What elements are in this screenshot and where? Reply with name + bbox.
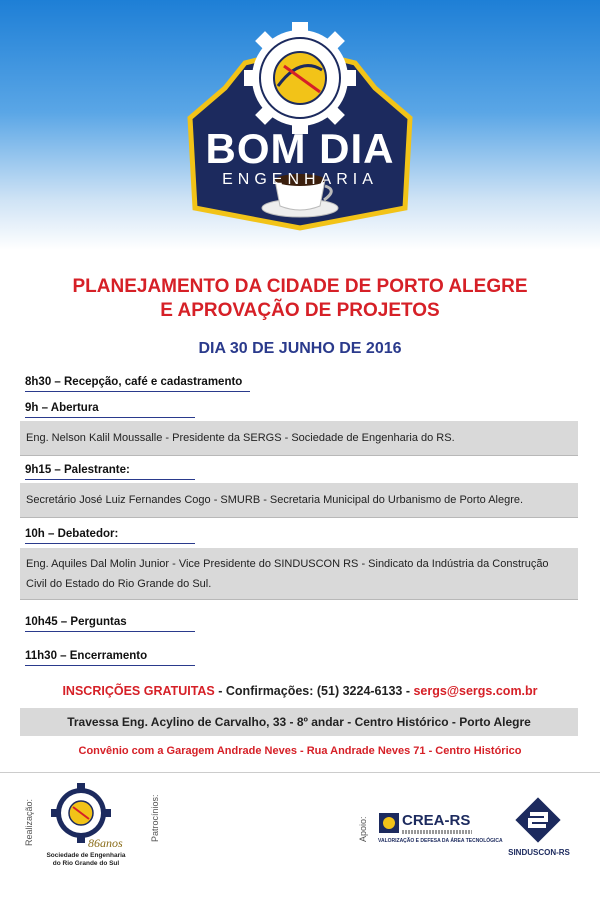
registration-email[interactable]: sergs@sergs.com.br bbox=[413, 684, 538, 698]
registration-free: INSCRIÇÕES GRATUITAS bbox=[62, 684, 215, 698]
schedule-item-2-label: 9h15 – Palestrante: bbox=[25, 464, 195, 480]
footer-patrocinios-label: Patrocínios: bbox=[150, 794, 160, 842]
crea-fine-print bbox=[402, 830, 472, 834]
sinduscon-logo-text: SINDUSCON-RS bbox=[508, 848, 570, 857]
footer-divider bbox=[0, 772, 600, 773]
footer-apoio-label: Apoio: bbox=[358, 816, 368, 842]
schedule-item-1-detail: Eng. Nelson Kalil Moussalle - Presidente da SERGS - Sociedade de Engenharia do RS. bbox=[20, 421, 578, 456]
registration-confirm: - Confirmações: (51) 3224-6133 - bbox=[214, 684, 414, 698]
gear-icon bbox=[244, 22, 356, 134]
registration-info bbox=[0, 684, 600, 698]
event-title-line1: PLANEJAMENTO DA CIDADE DE PORTO ALEGRE bbox=[72, 276, 528, 297]
sergs-name bbox=[36, 852, 136, 868]
sergs-gear-logo-icon bbox=[50, 782, 112, 844]
sergs-name-line1: Sociedade de Engenharia bbox=[46, 852, 126, 859]
brand-title: BOM DIA bbox=[205, 125, 395, 172]
sergs-86-anos: 86anos bbox=[88, 836, 123, 850]
sergs-name-line2: do Rio Grande do Sul bbox=[52, 860, 120, 867]
event-address: Travessa Eng. Acylino de Carvalho, 33 - 8º andar - Centro Histórico - Porto Alegre bbox=[20, 708, 578, 736]
event-date: DIA 30 DE JUNHO DE 2016 bbox=[198, 340, 402, 357]
schedule-item-5-label: 11h30 – Encerramento bbox=[25, 650, 195, 666]
schedule-item-3-detail bbox=[20, 548, 578, 600]
parking-agreement: Convênio com a Garagem Andrade Neves - Rua Andrade Neves 71 - Centro Histórico bbox=[78, 745, 522, 757]
schedule-item-3-detail-line2: Civil do Estado do Rio Grande do Sul. bbox=[26, 577, 212, 590]
crea-emblem-icon bbox=[378, 812, 400, 834]
brand-subtitle: ENGENHARIA bbox=[222, 171, 378, 188]
schedule-item-0-label: 8h30 – Recepção, café e cadastramento bbox=[25, 376, 250, 392]
schedule-item-2-detail: Secretário José Luiz Fernandes Cogo - SMURB - Secretaria Municipal do Urbanismo de Porto Alegre. bbox=[20, 483, 578, 518]
footer-realizacao-label: Realização: bbox=[24, 798, 34, 846]
schedule-item-1-label: 9h – Abertura bbox=[25, 402, 195, 418]
sinduscon-logo-icon bbox=[512, 794, 564, 846]
schedule-item-4-label: 10h45 – Perguntas bbox=[25, 616, 195, 632]
event-title-line2: E APROVAÇÃO DE PROJETOS bbox=[160, 300, 440, 321]
crea-logo-text: CREA-RS bbox=[402, 812, 471, 829]
schedule-item-3-label: 10h – Debatedor: bbox=[25, 528, 195, 544]
crea-tagline: VALORIZAÇÃO E DEFESA DA ÁREA TECNOLÓGICA bbox=[378, 838, 503, 844]
schedule-item-3-detail-line1: Eng. Aquiles Dal Molin Junior - Vice Presidente do SINDUSCON RS - Sindicato da Indústria da Construção bbox=[26, 557, 549, 570]
